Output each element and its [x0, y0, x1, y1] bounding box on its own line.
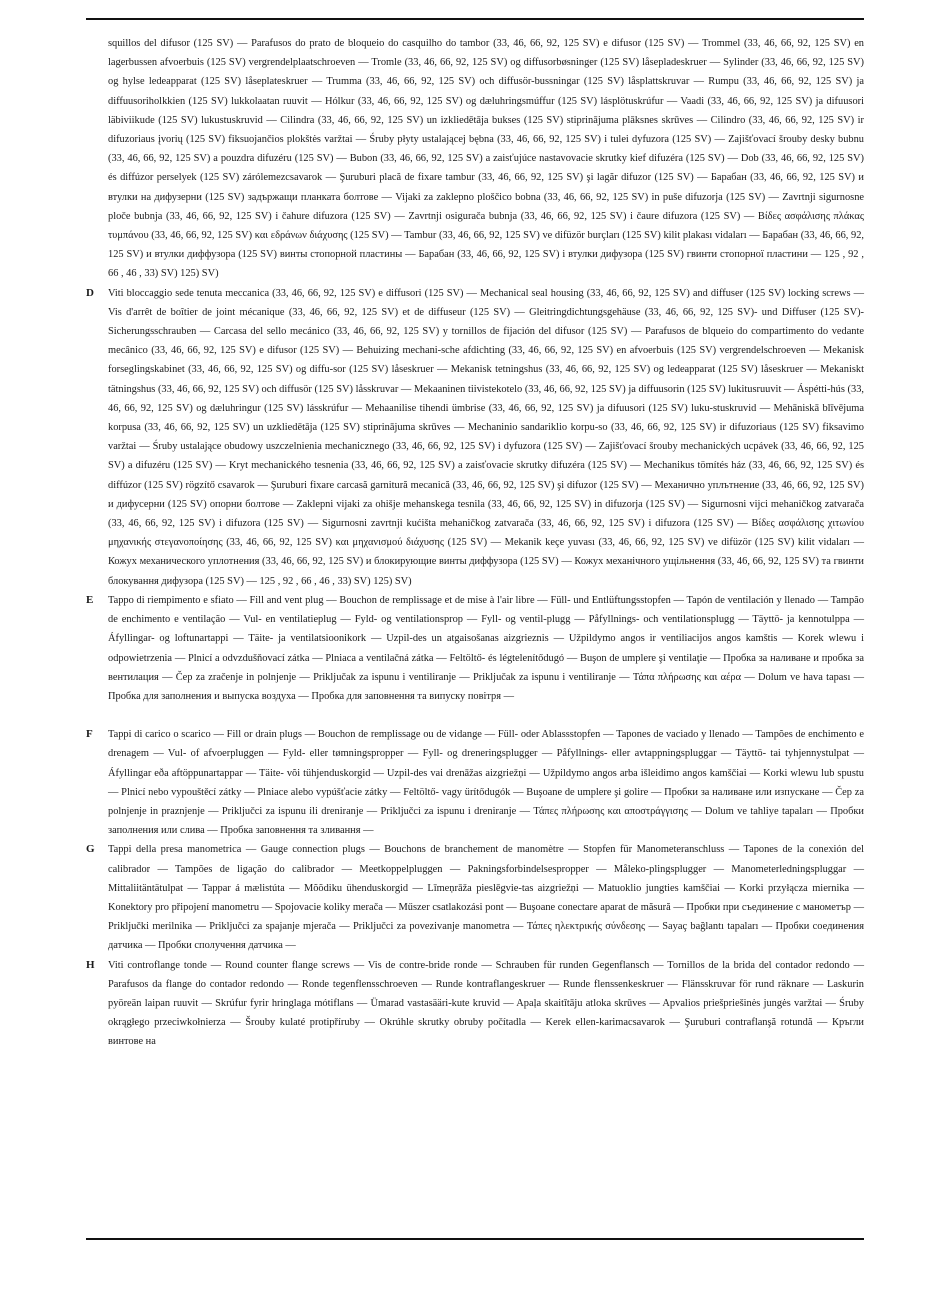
document-page	[86, 34, 864, 1052]
section-text: Tappi di carico o scarico — Fill or drain plugs — Bouchon de remplissage ou de vidange — Füll- oder Ablassstopfen — Tapones de vaciado y llenado — Tampões de enchimento e drenagem — Vul- of afvoerpluggen — Fyld- eller tømningspropper — Fyll- og dreneringsplugger — Påfyllnings- eller avtappningspluggar — Täyttö- tai tyhjennystulpat — Áfyllingar eða aftöppunartappar — Täite- või tühjenduskorgid — Uzpil-des vai drenāžas aizgriežņi — Užpildymo angos arba išleidimo angos kamščiai — Korki wlewu lub spustu — Plnicí nebo vypouštěcí zátky — Plniace alebo vypúšťacie zátky — Feltöltő- vagy ürítődugók — Buşoane de umplere şi golire — Пробки за наливане или изпускане — Čep za polnjenje in praznjenje — Priključci za ispunu ili dreniranje — Priključci za ispunu i dreniranje — Τάπες πλήρωσης και αποστράγγισης — Dolum ve tahliye tapaları — Пробки заполнения или слива — Пробка заповнення та зливання —	[108, 729, 864, 837]
section-letter: F	[86, 728, 93, 741]
spacer	[86, 706, 864, 725]
section-text: Tappo di riempimento e sfiato — Fill and vent plug — Bouchon de remplissage et de mise à l'air libre — Füll- und Entlüftungsstopfen — Tapón de ventilación y llenado — Tampão de enchimento e ventilação — Vul- en ventilatieplug — Fyld- og ventilationsprop — Fyll- og ventil-plugg — Påfyllnings- och ventilationsplugg — Täyttö- ja kennotulppa — Áfyllingar- og loftunartappi — Täite- ja ventilatsioonikork — Uzpil-des un atgaisošanas aizgrieznis — Užpildymo angos ir ventiliacijos angos kamštis — Korek wlewu i odpowietrzenia — Plnicí a odvzdušňovací zátka — Plniaca a ventilačná zátka — Feltöltő- és légtelenítődugó — Buşon de umplere şi ventilaţie — Пробка за наливане и пробка за вентилация — Čep za zračenje in polnjenje — Priključak za ispunu i ventiliranje — Priključak za ispunu i ventiliranje — Τάπα πλήρωσης και αέρα — Dolum ve hava tapası — Пробка для заполнения и выпуска воздуха — Пробка для заповнення та випуску повітря —	[108, 594, 864, 702]
section-text: Viti controflange tonde — Round counter flange screws — Vis de contre-bride ronde — Schrauben für runden Gegenflansch — Tornillos de la brida del contador redondo — Parafusos da flange do contador redondo — Ronde tegenflensschroeven — Runde kontraflangeskruer — Runde flenssenkeskruer — Flänsskruvar för rund räknare — Laskurin pyöreän laipan ruuvit — Skrúfur fyrir hringlaga mótiflans — Ümarad vastasääri-kute kruvid — Apaļa skaitītāju atloka skrūves — Apvalios priešpriešinės jungės varžtai — Śruby okrągłego przeciwkołnierza — Šrouby kulaté protipříruby — Okrúhle skrutky obruby počítadla — Kerek ellen-karimacsavarok — Şuruburi contraflanşă rotundă — Кръгли винтове на	[108, 959, 864, 1048]
section-continued	[86, 34, 864, 284]
section-g	[86, 840, 864, 955]
top-rule	[86, 18, 864, 20]
section-h	[86, 956, 864, 1052]
section-letter: E	[86, 593, 94, 606]
section-text: squillos del difusor (125 SV) — Parafusos do prato de bloqueio do casquilho do tambor (33, 46, 66, 92, 125 SV) e difusor (125 SV) — Trommel (33, 46, 66, 92, 125 SV) en lagerbussen afvoerbuis (125 SV) vergrendelplaatschroeven — Tromle (33, 46, 66, 92, 125 SV) og diffusorbøsninger (125 SV) låsepladeskruer — Sylinder (33, 46, 66, 92, 125 SV) og hylse ledeapparat (125 SV) låseplateskruer — Trumma (33, 46, 66, 92, 125 SV) och diffusör-bussningar (125 SV) låsplattskruvar — Rumpu (33, 46, 66, 92, 125 SV) ja diffuusoriholkkien (125 SV) lukkolaatan ruuvit — Hólkur (33, 46, 66, 92, 125 SV) og dæluhringsmúffur (125 SV) lásplötuskrúfur — Vaadi (33, 46, 66, 92, 125 SV) ja difuusori läbiviikude (125 SV) lukustuskruvid — Cilindra (33, 46, 66, 92, 125 SV) un izkliedētāja bukses (125 SV) stiprinājuma plāksnes skrūves — Cilindro (33, 46, 66, 92, 125 SV) ir difuzoriaus įvorių (125 SV) fiksuojančios plokštės varžtai — Śruby płyty ustalającej bębna (33, 46, 66, 92, 125 SV) i tulei dyfuzora (125 SV) — Zajišťovací šrouby desky bubnu (33, 46, 66, 92, 125 SV) a pouzdra difuzéru (125 SV) — Bubon (33, 46, 66, 92, 125 SV) a zaisťujúce nastavovacie skrutky kief difuzéra (125 SV) — Dob (33, 46, 66, 92, 125 SV) és diffúzor perselyek (125 SV) zárólemezcsavarok — Şuruburi placă de fixare tambur (33, 46, 66, 92, 125 SV) şi lagăr difuzor (125 SV) — Барабан (33, 46, 66, 92, 125 SV) и втулки на дифузерни (125 SV) задържащи планката болтове — Vijaki za zaklepno ploščico bobna (33, 46, 66, 92, 125 SV) in puše difuzorja (125 SV) — Zavrtnji sigurnosne ploče bubnja (33, 46, 66, 92, 125 SV) i čahure difuzora (125 SV) — Zavrtnji osigurača bubnja (33, 46, 66, 92, 125 SV) i čaure difuzora (125 SV) — Βίδες ασφάλισης πλάκας τυμπάνου (33, 46, 66, 92, 125 SV) και εδράνων διάχυσης (125 SV) — Tambur (33, 46, 66, 92, 125 SV) ve difüzör burçları (125 SV) kilit plakası vidaları — Барабан (33, 46, 66, 92, 125 SV) и втулки диффузора (125 SV) винты стопорной пластины — Барабан (33, 46, 66, 92, 125 SV) і втулки дифузора (125 SV) гвинти стопорної пластини — 125 , 92 , 66 , 46 , 33) SV) 125) SV)	[108, 38, 864, 280]
section-e	[86, 591, 864, 706]
section-d	[86, 284, 864, 591]
bottom-rule	[86, 1238, 864, 1240]
section-f	[86, 725, 864, 840]
section-letter: D	[86, 286, 94, 299]
section-letter: G	[86, 843, 95, 856]
section-text: Tappi della presa manometrica — Gauge connection plugs — Bouchons de branchement de manomètre — Stopfen für Manometeranschluss — Tapones de la conexión del calibrador — Tampões de ligação do calibrador — Meetkoppelpluggen — Pakningsforbindelsespropper — Måleko-plingsplugger — Manometerledningspluggar — Mittaliitäntätulpat — Tappar á mælistúta — Mõõdiku ühenduskorgid — Līmeņrāža pieslēgvie-tas aizgriežņi — Matuoklio jungties kamščiai — Korki przyłącza miernika — Konektory pro připojení manometru — Spojovacie koliky merača — Műszer csatlakozási pont — Buşoane conectare aparat de măsură — Пробки при съединение с манометър — Priključki merilnika — Priključci za spajanje mjerača — Priključci za povezivanje manometra — Τάπες ηλεκτρικής σύνδεσης — Sayaç bağlantı tapaları — Пробки соединения датчика — Пробки сполучення датчика —	[108, 844, 864, 952]
section-text: Viti bloccaggio sede tenuta meccanica (33, 46, 66, 92, 125 SV) e diffusori (125 SV) — Mechanical seal housing (33, 46, 66, 92, 125 SV) and diffuser (125 SV) locking screws — Vis d'arrêt de boîtier de joint mécanique (33, 46, 66, 92, 125 SV) et de diffuseur (125 SV) — Gleitringdichtungsgehäuse (33, 46, 66, 92, 125 SV)- und Diffuser (125 SV)- Sicherungsschrauben — Carcasa del sello mecánico (33, 46, 66, 92, 125 SV) y tornillos de fijación del difusor (125 SV) — Parafusos de blqueio do compartimento do vedante mecânico (33, 46, 66, 92, 125 SV) e difusor (125 SV) — Behuizing mechani-sche afdichting (33, 46, 66, 92, 125 SV) en afvoerbuis (125 SV) vergrendelschroeven — Mekanisk forseglingskabinet (33, 46, 66, 92, 125 SV) og diffu-sor (125 SV) låseskruer — Mekanisk tetningshus (33, 46, 66, 92, 125 SV) og ledeapparat (125 SV) låseskruer — Mekaniskt tätningshus (33, 46, 66, 92, 125 SV) och diffusör (125 SV) låsskruvar — Mekaaninen tiivistekotelo (33, 46, 66, 92, 125 SV) ja diffuusorin (125 SV) lukitusruuvit — Áspétti-hús (33, 46, 66, 92, 125 SV) og dæluhringur (125 SV) lásskrúfur — Mehaanilise tihendi ümbrise (33, 46, 66, 92, 125 SV) ja difuusori (125 SV) luku-stuskruvid — Mehāniskā blīvējuma korpusa (33, 46, 66, 92, 125 SV) un uzkliedētāja (125 SV) stiprinājuma skrūves — Mechaninio sandariklio korpu-so (33, 46, 66, 92, 125 SV) ir difuzoriaus (125 SV) fiksavimo varžtai — Śruby ustalające obudowy uszczelnienia mechanicznego (33, 46, 66, 92, 125 SV) i dyfuzora (125 SV) — Zajišťovací šrouby mechanických ucpávek (33, 46, 66, 92, 125 SV) a difuzéru (125 SV) — Kryt mechanického tesnenia (33, 46, 66, 92, 125 SV) a zaisťovacie skrutky difuzéra (125 SV) — Mechanikus tömítés ház (33, 46, 66, 92, 125 SV) és diffúzor (125 SV) rögzítő csavarok — Şuruburi fixare carcasă garnitură mecanică (33, 46, 66, 92, 125 SV) şi difuzor (125 SV) — Механично уплътнение (33, 46, 66, 92, 125 SV) и дифусерни (125 SV) опорни болтове — Zaklepni vijaki za ohišje mehanskega tesnila (33, 46, 66, 92, 125 SV) in difuzorja (125 SV) — Sigurnosni vijci mehaničkog zatvarača (33, 46, 66, 92, 125 SV) i difuzora (125 SV) — Sigurnosni zavrtnji kućišta mehaničkog zatvarača (33, 46, 66, 92, 125 SV) i difuzora (125 SV) — Βίδες ασφάλισης χιτωνίου μηχανικής στεγανοποίησης (33, 46, 66, 92, 125 SV) και μηχανισμού διάχυσης (125 SV) — Mekanik keçe yuvası (33, 46, 66, 92, 125 SV) ve difüzör (125 SV) kilit vidaları — Кожух механического уплотнения (33, 46, 66, 92, 125 SV) и блокирующие винты диффузора (125 SV) — Кожух механічного ущільнення (33, 46, 66, 92, 125 SV) та гвинти блокування дифузора (125 SV) — 125 , 92 , 66 , 46 , 33) SV) 125) SV)	[108, 287, 864, 587]
section-letter: H	[86, 958, 95, 971]
